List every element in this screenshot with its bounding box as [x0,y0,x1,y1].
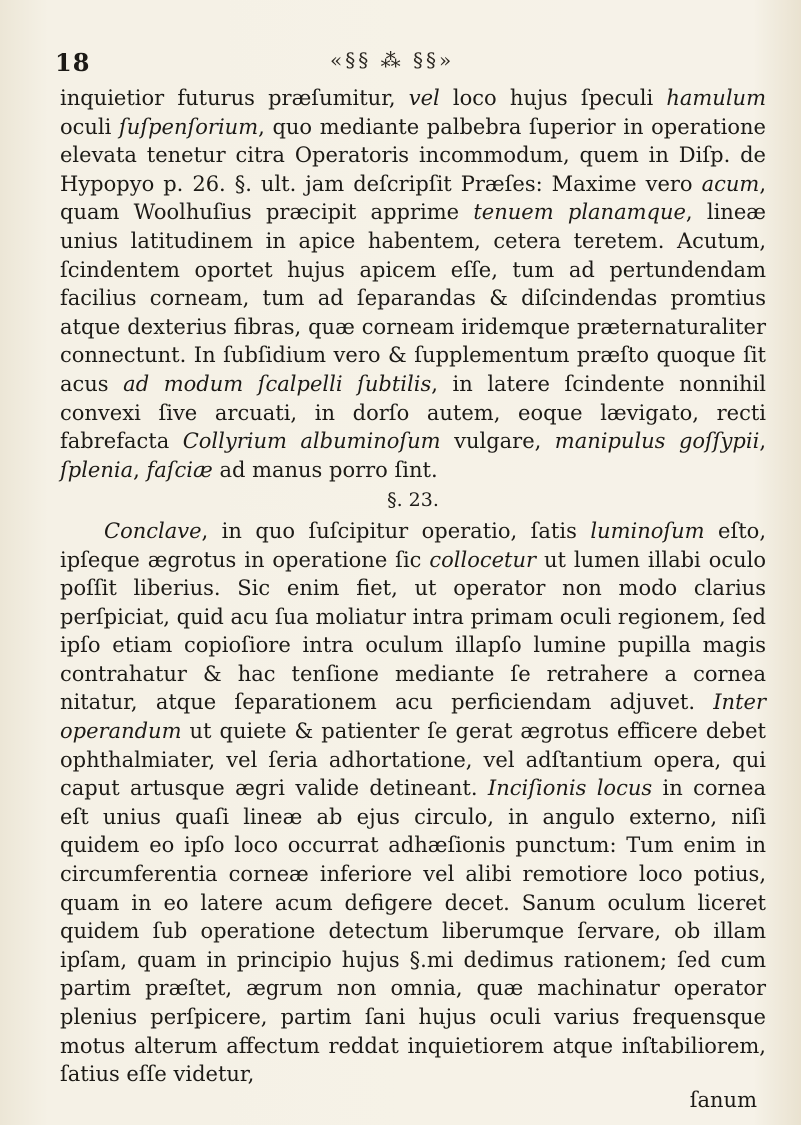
catchword: ſanum [689,1088,757,1112]
header-ornament: «§§ ⁂ §§» [330,48,455,72]
italic-run: Inciſionis locus [487,776,653,801]
italic-run: luminoſum [590,518,705,543]
text-run: inquietior futurus præſumitur, [60,86,409,110]
text-run: , [759,429,766,454]
italic-run: faſciæ [146,457,213,482]
text-run: , quam Woolhuſius præcipit apprime [60,171,766,225]
page-header [55,48,761,88]
text-run: , in latere ſcindente nonnihil convexi ſive arcuati, in dorſo autem, eoque lævigato, recti fabrefacta [60,371,766,454]
text-run: , [133,457,147,482]
text-run: ut lumen illabi oculo poſſit liberius. Sic enim fiet, ut operator non modo clarius perſpiciat, quid acu ſua moliatur intra primam oculi regionem, ſed ipſo etiam copioſiore intra oculum illapſo lumine pupilla magis contrahatur & hac tenſione mediante ſe retrahere a cornea nitatur, atque ſeparationem acu perficiendam adjuvet. [60,547,766,715]
text-run: , in quo ſuſcipitur operatio, ſatis [201,518,591,543]
text-run: vulgare, [440,429,555,454]
italic-run: ſplenia [60,457,134,482]
text-run: in cornea eſt unius quaſi lineæ ab ejus circulo, in angulo externo, niſi quidem eo ipſo loco occurrat adhæſionis punctum: Tum enim in circumferentia corneæ inferiore vel alibi remotiore loco potius, quam in eo latere acum defigere decet. Sanum oculum liceret quidem ſub operatione detectum liberumque ſervare, ob illam ipſam, quam in principio hujus §.mi dedimus rationem; ſed cum partim præſtet, ægrum non omnia, quæ machinatur operator plenius perſpicere, partim ſani hujus oculi varius frequensque motus alterum affectum reddat inquietiorem atque inſtabiliorem, ſatius eſſe videtur, [60,776,766,1087]
italic-run: vel [408,86,440,110]
text-run: ad manus porro ſint. [212,457,438,482]
page-number: 18 [55,48,91,77]
italic-run: Conclave [104,518,202,543]
italic-run: ſuſpenſorium [119,114,259,139]
body-text [60,84,766,1089]
italic-run: acum [701,171,760,196]
italic-run: hamulum [666,86,766,110]
italic-run: Collyrium albuminoſum [182,429,441,454]
text-run: eſto, ipſeque ægrotus in operatione ſic [60,518,766,572]
text-run: oculi [60,114,120,139]
italic-run: manipulus goſſypii [554,429,760,454]
section-heading: §. 23. [387,489,439,512]
text-run: , quo mediante palbebra ſuperior in operatione elevata tenetur citra Operatoris incommodum, quem in Diſp. de Hypopyo p. 26. §. ult. jam deſcripſit Præſes: Maxime vero [60,114,766,196]
paragraph-2 [60,517,766,1089]
italic-run: Inter operandum [60,690,766,744]
text-run: loco hujus ſpeculi [439,86,667,110]
italic-run: ad modum ſcalpelli ſubtilis [123,371,432,396]
text-run: , lineæ unius latitudinem in apice habentem, cetera teretem. Acutum, ſcindentem oportet hujus apicem eſſe, tum ad pertundendam facilius corneam, tum ad ſeparandas & diſcindendas promtius atque dexterius fibras, quæ corneam iridemque præternaturaliter connectunt. In ſubſidium vero & ſupplementum præſto quoque ſit acus [60,200,767,396]
italic-run: tenuem planamque [473,200,686,225]
paragraph-1 [60,84,766,484]
italic-run: collocetur [429,547,537,572]
text-run: ut quiete & patienter ſe gerat ægrotus efficere debet ophthalmiater, vel ſeria adhortatione, vel adſtantium opera, qui caput artusque ægri valide detineant. [60,719,766,801]
